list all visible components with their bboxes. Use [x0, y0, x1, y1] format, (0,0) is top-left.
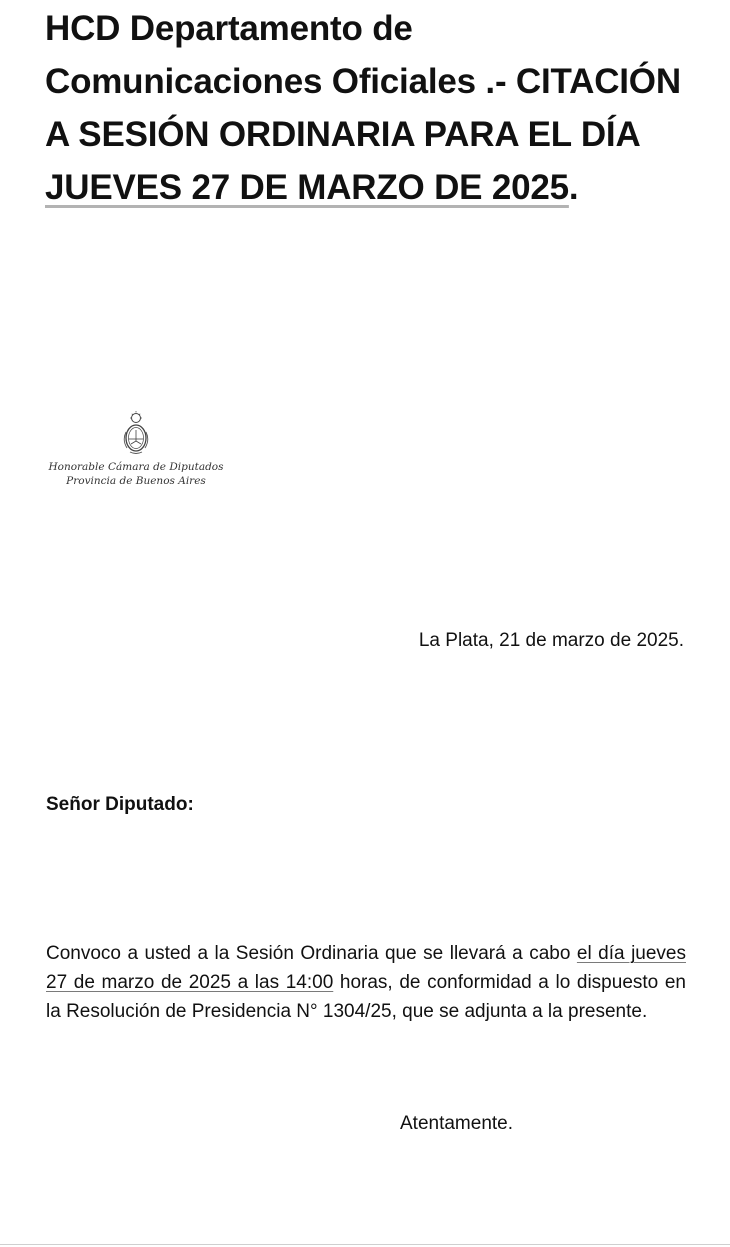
- seal-line-chamber: Honorable Cámara de Diputados: [48, 461, 224, 473]
- title-date-underlined: JUEVES 27 DE MARZO DE 2025: [45, 168, 569, 207]
- title-period: .: [568, 168, 579, 207]
- page-bottom-divider: [0, 1244, 730, 1245]
- seal-line-province: Provincia de Buenos Aires: [66, 475, 206, 487]
- letter-salutation: Señor Diputado:: [46, 794, 194, 815]
- letter-body: [46, 939, 686, 1026]
- body-text-continued: horas, de conformidad a lo dispuesto en la Resolución de Presidencia N° 1304/25, que se adjunta a la presente.: [46, 972, 686, 1022]
- body-text: Convoco a usted a la Sesión Ordinaria que se llevará a cabo: [46, 943, 577, 964]
- letter-closing: Atentamente.: [400, 1113, 514, 1134]
- chamber-seal: [46, 410, 226, 488]
- body-session-datetime: el día jueves 27 de marzo de 2025 a las 14:00: [46, 943, 686, 993]
- coat-of-arms-icon: [120, 410, 152, 456]
- title-text: HCD Departamento de Comunicaciones Oficiales .- CITACIÓN A SESIÓN ORDINARIA PARA EL DÍA: [45, 9, 681, 154]
- page-title: [45, 2, 695, 214]
- letter-date: La Plata, 21 de marzo de 2025.: [418, 630, 684, 651]
